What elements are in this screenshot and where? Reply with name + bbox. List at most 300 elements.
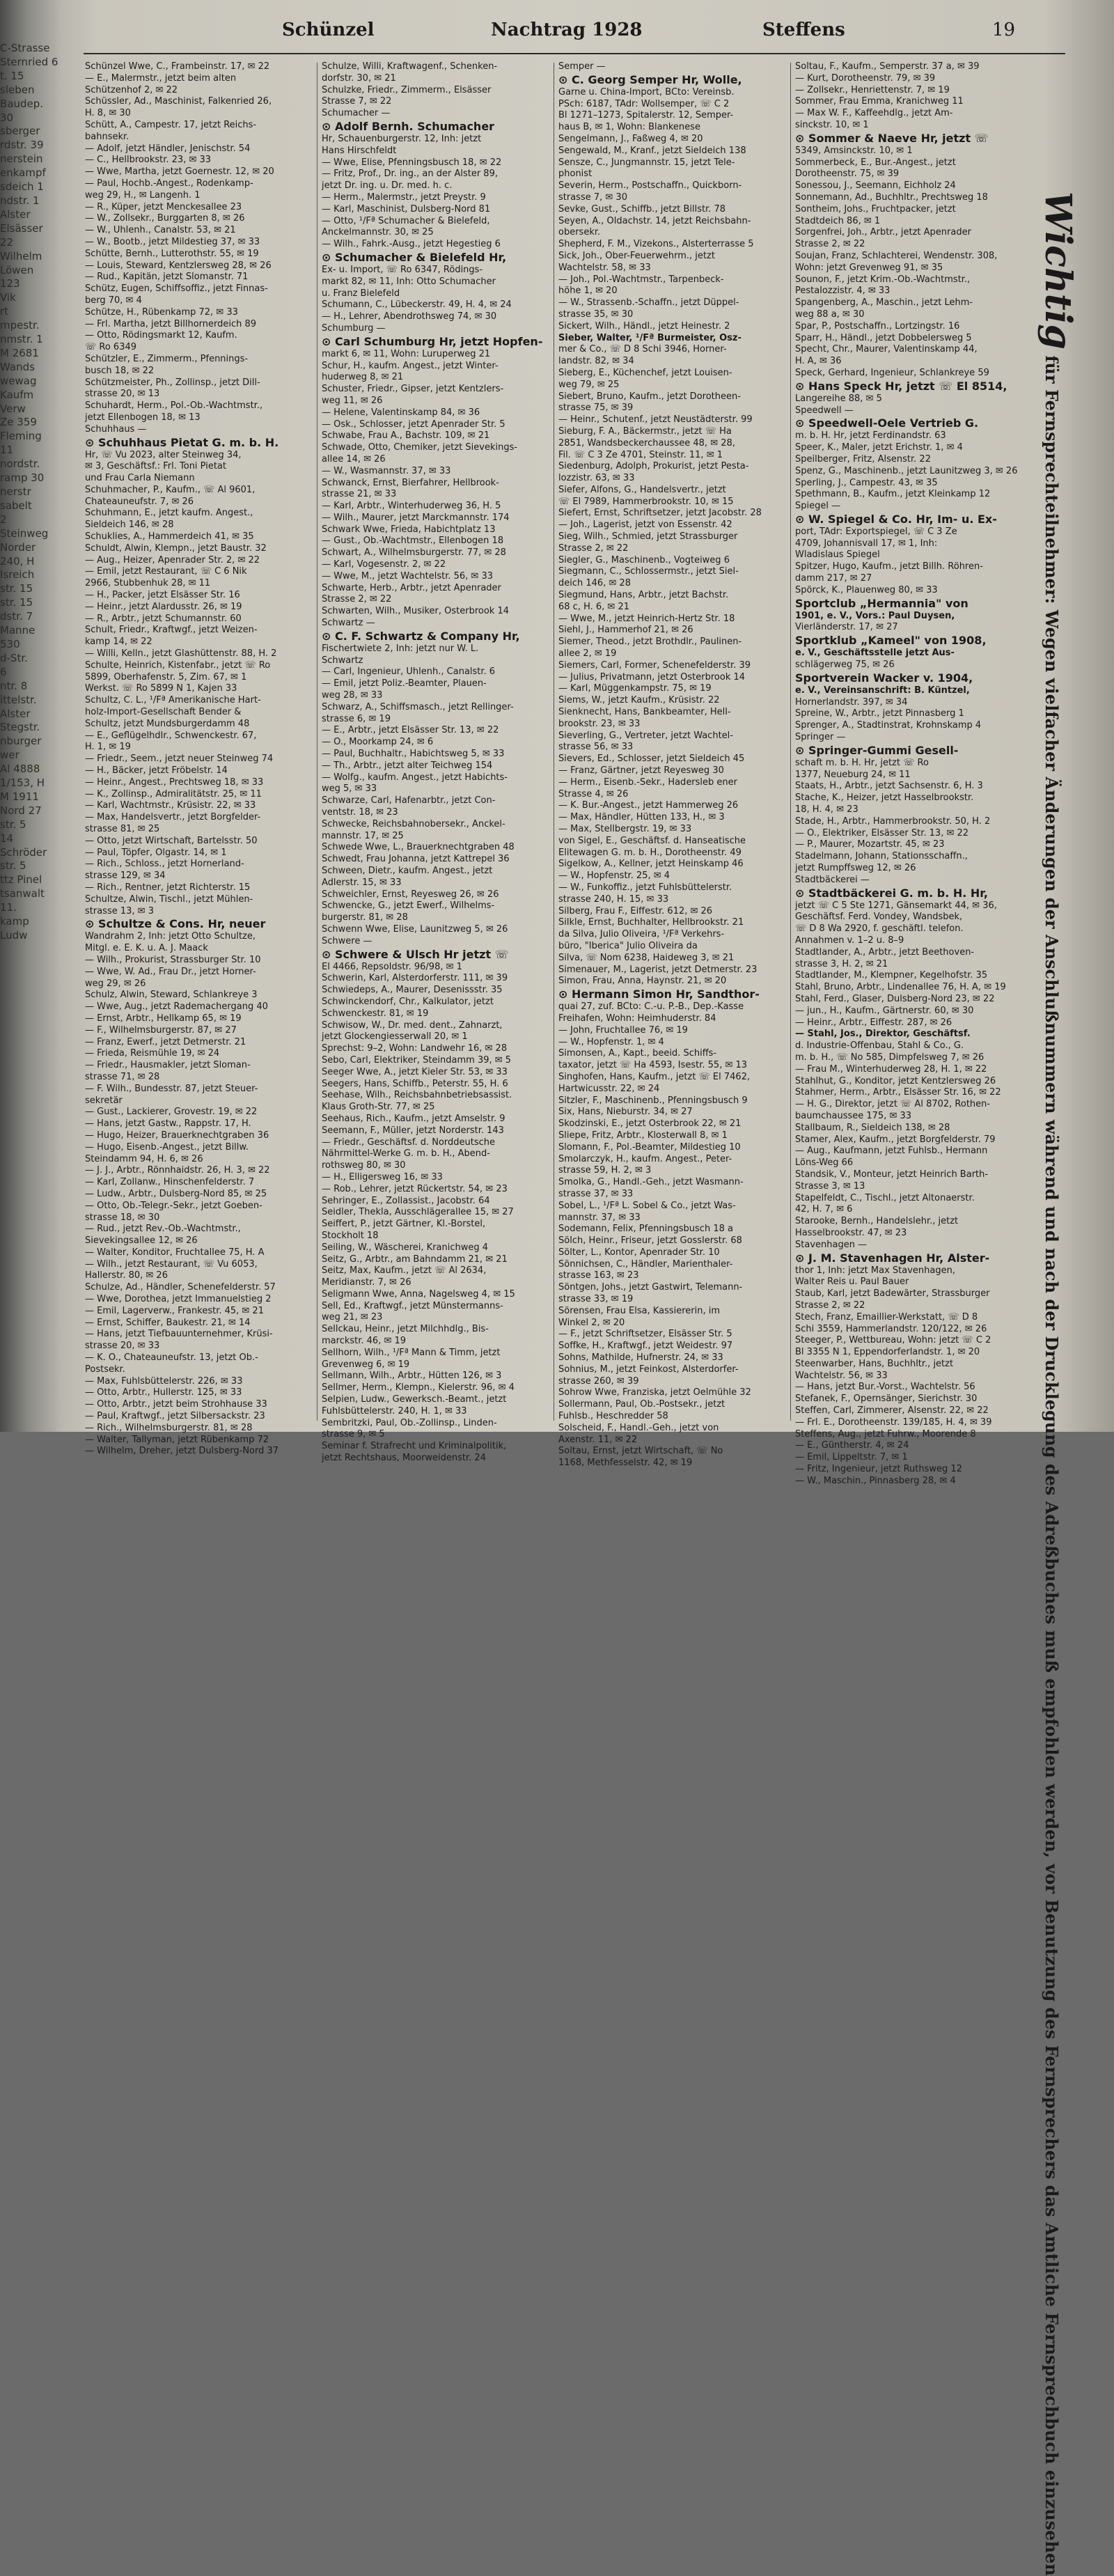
facing-page-fragment: d-Str. xyxy=(0,651,28,664)
directory-entry: strasse 18, ✉ 30 xyxy=(85,1212,160,1223)
directory-entry: Siemers, Carl, Former, Schenefelderstr. 39 xyxy=(558,659,751,671)
directory-entry: Schütte, Bernh., Lutterothstr. 55, ✉ 19 xyxy=(85,248,259,259)
directory-entry: — Otto, Rödingsmarkt 12, Kaufm. xyxy=(85,330,237,341)
directory-entry: H. 1, ✉ 19 xyxy=(85,742,131,753)
facing-page-fragment: wewag xyxy=(0,374,37,387)
directory-entry: Hasselbrookstr. 47, ✉ 23 xyxy=(795,1227,907,1238)
directory-entry: 4709, Johannisvall 17, ✉ 1, Inh: xyxy=(795,538,938,549)
directory-entry: 42, H. 7, ✉ 6 xyxy=(795,1204,853,1215)
directory-entry: Schwark Wwe, Frieda, Habichtplatz 13 xyxy=(322,524,496,535)
directory-entry: — Emil, jetzt Poliz.-Beamter, Plauen- xyxy=(322,678,487,689)
directory-entry: — W., Uhlenh., Canalstr. 53, ✉ 21 xyxy=(85,225,236,236)
directory-entry: Slomann, F., Pol.-Beamter, Mildestieg 10 xyxy=(558,1141,741,1153)
directory-entry: Schwarz, A., Schiffsmasch., jetzt Rellinger- xyxy=(322,701,514,712)
directory-entry: ☏ El 7989, Hammerbrookstr. 10, ✉ 15 xyxy=(558,496,734,507)
directory-entry: jetzt Dr. ing. u. Dr. med. h. c. xyxy=(322,180,453,192)
directory-entry: Schultze, Alwin, Tischl., jetzt Mühlen- xyxy=(85,893,253,905)
directory-entry: Schi 3559, Hammerlandstr. 120/122, ✉ 26 xyxy=(795,1323,987,1334)
directory-entry: ⊙ C. F. Schwartz & Company Hr, xyxy=(322,629,520,643)
directory-entry: — Wwe, Elise, Pfenningsbusch 18, ✉ 22 xyxy=(322,157,502,168)
directory-entry: d. Industrie-Offenbau, Stahl & Co., G. xyxy=(795,1040,964,1052)
directory-entry: — Emil, jetzt Restaurant, ☏ C 6 Nik xyxy=(85,566,247,577)
directory-entry: — W., Bootb., jetzt Mildestieg 37, ✉ 33 xyxy=(85,236,260,247)
directory-entry: — Julius, Privatmann, jetzt Osterbrook 14 xyxy=(558,671,746,682)
directory-entry: — Rob., Lehrer, jetzt Rückertstr. 54, ✉ 23 xyxy=(322,1183,508,1194)
directory-entry: Schwartz — xyxy=(322,618,375,629)
directory-entry: Singhofen, Hans, Kaufm., jetzt ☏ El 7462, xyxy=(558,1071,751,1082)
directory-entry: Siefert, Ernst, Schriftsetzer, jetzt Jacobstr. 28 xyxy=(558,508,762,519)
directory-entry: — W., Zollsekr., Burggarten 8, ✉ 26 xyxy=(85,213,245,224)
directory-entry: Starooke, Bernh., Handelslehr., jetzt xyxy=(795,1216,959,1227)
directory-entry: Silberg, Frau F., Eiffestr. 612, ✉ 26 xyxy=(558,905,713,916)
directory-entry: Stahl, Bruno, Arbtr., Lindenallee 76, H. A, ✉ 19 xyxy=(795,982,1006,993)
directory-entry: quai 27, zuf. BCto: C.-u. P.-B., Dep.-Kasse xyxy=(558,1001,744,1013)
facing-page-fragment: M 1911 xyxy=(0,790,39,803)
directory-entry: Schwisow, W., Dr. med. dent., Zahnarzt, xyxy=(322,1020,503,1031)
directory-entry: — Max, Stellbergstr. 19, ✉ 33 xyxy=(558,824,692,834)
directory-entry: Schwarte, Herb., Arbtr., jetzt Apenrader xyxy=(322,582,501,593)
directory-entry: Löns-Weg 66 xyxy=(795,1157,854,1169)
directory-entry: jetzt ☏ C 5 Ste 1271, Gänsemarkt 44, ✉ 36, xyxy=(795,900,997,911)
directory-entry: Schüssler, Ad., Maschinist, Falkenried 26, xyxy=(85,96,272,107)
directory-entry: — Otto, Arbtr., Hullerstr. 125, ✉ 33 xyxy=(85,1387,242,1398)
directory-entry: strasse 21, ✉ 33 xyxy=(322,489,397,500)
directory-entry: mannstr. 17, ✉ 25 xyxy=(322,830,404,841)
directory-entry: El 4466, Repsoldstr. 96/98, ✉ 1 xyxy=(322,961,462,972)
directory-entry: Strasse 2, ✉ 22 xyxy=(795,239,865,250)
facing-page-fragment: 2 xyxy=(0,513,7,526)
directory-entry: Stahmer, Herm., Arbtr., Elsässer Str. 16, ✉ 22 xyxy=(795,1087,1001,1098)
directory-entry: H. 8, ✉ 30 xyxy=(85,108,131,119)
directory-entry: — Karl, Maschinist, Dulsberg-Nord 81 xyxy=(322,203,491,214)
directory-entry: Sembritzki, Paul, Ob.-Zollinsp., Linden- xyxy=(322,1417,497,1428)
directory-entry: Sprenger, A., Stadtinstrat, Krohnskamp 4 xyxy=(795,720,982,731)
directory-entry: Sebo, Carl, Elektriker, Steindamm 39, ✉ 5 xyxy=(322,1054,512,1065)
directory-entry: baumchaussee 175, ✉ 33 xyxy=(795,1110,912,1121)
directory-entry: strasse 56, ✉ 33 xyxy=(558,742,634,753)
directory-entry: strasse 33, ✉ 19 xyxy=(558,1294,634,1305)
directory-entry: — Frl. Martha, jetzt Billhornerdeich 89 xyxy=(85,318,257,329)
directory-entry: strasse 129, ✉ 34 xyxy=(85,871,166,882)
directory-entry: Strasse 2, ✉ 22 xyxy=(795,1299,865,1311)
directory-entry: Werkst. ☏ Ro 5899 N 1, Kajen 33 xyxy=(85,683,237,694)
directory-entry: Stamer, Alex, Kaufm., jetzt Borgfelderstr. 79 xyxy=(795,1134,996,1145)
directory-entry: Schulze, Willi, Kraftwagenf., Schenken- xyxy=(322,61,498,72)
directory-entry: Schwecke, Reichsbahnobersekr., Anckel- xyxy=(322,818,505,829)
facing-page-fragment: str. 5 xyxy=(0,859,26,873)
directory-entry: — H. G., Direktor, jetzt ☏ Al 8702, Rothen- xyxy=(795,1099,991,1110)
directory-entry: — Wilh., jetzt Restaurant, ☏ Vu 6053, xyxy=(85,1258,258,1270)
directory-entry: — E., Malermstr., jetzt beim alten xyxy=(85,72,237,84)
directory-entry: — O., Elektriker, Elsässer Str. 13, ✉ 22 xyxy=(795,827,969,838)
directory-entry: Schwart, A., Wilhelmsburgerstr. 77, ✉ 28 xyxy=(322,547,506,559)
directory-entry: Walter Reis u. Paul Bauer xyxy=(795,1277,909,1288)
directory-entry: jetzt Glockengiesserwall 20, ✉ 1 xyxy=(322,1031,468,1043)
directory-entry: Sitzler, F., Maschinenb., Pfenningsbusch 9 xyxy=(558,1095,748,1106)
directory-entry: marckstr. 46, ✉ 19 xyxy=(322,1336,407,1347)
directory-entry: Sonessou, J., Seemann, Eichholz 24 xyxy=(795,180,956,192)
directory-entry: Schulze, Ad., Händler, Schenefelderstr. 57 xyxy=(85,1282,276,1293)
directory-entry: strasse 71, ✉ 28 xyxy=(85,1071,160,1082)
directory-entry: Speilberger, Fritz, Alsenstr. 22 xyxy=(795,453,931,465)
directory-entry: — Max, Händler, Hütten 133, H., ✉ 3 xyxy=(558,812,725,823)
directory-entry: — F., Wilhelmsburgerstr. 87, ✉ 27 xyxy=(85,1024,237,1036)
directory-entry: — Ernst, Schiffer, Baukestr. 21, ✉ 14 xyxy=(85,1317,251,1328)
directory-entry: weg 11, ✉ 26 xyxy=(322,395,383,406)
directory-entry: Garne u. China-Import, BCto: Vereinsb. xyxy=(558,86,735,97)
directory-entry: — H., Packer, jetzt Elsässer Str. 16 xyxy=(85,590,240,601)
directory-entry: ⊙ Schultze & Cons. Hr, neuer xyxy=(85,917,266,931)
facing-page-fragment: Schröder xyxy=(0,845,47,859)
directory-entry: Speedwell — xyxy=(795,405,854,416)
facing-page-fragment: mpestr. xyxy=(0,319,40,332)
directory-entry: Sorgenfrei, Joh., Arbtr., jetzt Apenrader xyxy=(795,227,971,238)
facing-page-fragment: Baudep. xyxy=(0,97,44,110)
directory-entry: — Joh., Lagerist, jetzt von Essenstr. 42 xyxy=(558,520,732,531)
directory-entry: Söntgen, Johs., jetzt Gastwirt, Telemann- xyxy=(558,1282,743,1293)
directory-entry: 2851, Wandsbeckerchaussee 48, ✉ 28, xyxy=(558,437,735,448)
facing-page-fragment: sleben xyxy=(0,83,35,96)
side-notice xyxy=(1037,192,1114,2576)
facing-page-fragment: nmstr. 1 xyxy=(0,333,43,346)
facing-page-fragment: nerstein xyxy=(0,153,43,166)
directory-entry: strasse 13, ✉ 3 xyxy=(85,905,154,916)
directory-entry: — Adolf, jetzt Händler, Jenischstr. 54 xyxy=(85,143,251,154)
directory-entry: Schween, Dietr., kaufm. Angest., jetzt xyxy=(322,866,493,876)
directory-entry: ⊙ Carl Schumburg Hr, jetzt Hopfen- xyxy=(322,334,543,348)
directory-entry: Sontheim, Johs., Fruchtpacker, jetzt xyxy=(795,203,956,214)
facing-page-fragment: nordstr. xyxy=(0,458,40,471)
directory-entry: Sportclub „Hermannia" von xyxy=(795,596,968,610)
directory-entry: Schwede Wwe, L., Brauerknechtgraben 48 xyxy=(322,842,515,853)
directory-entry: Pestalozzistr. 4, ✉ 33 xyxy=(795,286,891,297)
directory-entry: allee 2, ✉ 19 xyxy=(558,648,617,659)
directory-entry: Langereihe 88, ✉ 5 xyxy=(795,393,882,404)
directory-entry: Sohns, Mathilde, Hufnerstr. 24, ✉ 33 xyxy=(558,1352,723,1364)
directory-entry: — Franz, Ewerf., jetzt Detmerstr. 21 xyxy=(85,1036,246,1047)
directory-entry: — Helene, Valentinskamp 84, ✉ 36 xyxy=(322,407,480,418)
directory-entry: Seeger Wwe, A., jetzt Kieler Str. 53, ✉ 33 xyxy=(322,1066,508,1077)
directory-entry: Stadelmann, Johann, Stationsschaffn., xyxy=(795,851,968,862)
facing-page-fragment: rt xyxy=(0,305,9,318)
directory-entry: Wachtelstr. 56, ✉ 33 xyxy=(795,1370,888,1381)
facing-page-fragment: wer xyxy=(0,749,19,762)
directory-entry: Sellmann, Wilh., Arbtr., Hütten 126, ✉ 3 xyxy=(322,1371,502,1382)
directory-entry: ⊙ W. Spiegel & Co. Hr, Im- u. Ex- xyxy=(795,512,997,526)
directory-entry: Nährmittel-Werke G. m. b. H., Abend- xyxy=(322,1148,490,1160)
directory-entry: Speer, K., Maler, jetzt Erichstr. 1, ✉ 4 xyxy=(795,442,963,453)
directory-entry: — W., Hopfenstr. 25, ✉ 4 xyxy=(558,871,670,882)
directory-entry: 1377, Neueburg 24, ✉ 11 xyxy=(795,769,911,780)
directory-entry: Sehringer, E., Zollassist., Jacobstr. 64 xyxy=(322,1195,490,1206)
directory-entry: Siemer, Theod., jetzt Brothdlr., Paulinen- xyxy=(558,637,742,648)
directory-entry: — Otto, jetzt Wirtschaft, Bartelsstr. 50 xyxy=(85,835,258,846)
directory-entry: Meridianstr. 7, ✉ 26 xyxy=(322,1277,411,1288)
directory-entry: Spangenberg, A., Maschin., jetzt Lehm- xyxy=(795,297,973,309)
facing-page-fragment: 30 xyxy=(0,111,14,124)
directory-entry: Sliepe, Fritz, Arbtr., Klosterwall 8, ✉ 1 xyxy=(558,1130,728,1141)
directory-entry: Sell, Ed., Kraftwgf., jetzt Münstermanns- xyxy=(322,1300,503,1311)
directory-entry: Sohrow Wwe, Franziska, jetzt Oelmühle 32 xyxy=(558,1387,751,1398)
directory-entry: Schumacher — xyxy=(322,108,391,119)
facing-page-fragment: ittelstr. xyxy=(0,693,37,706)
directory-entry: Fuhlsbüttelerstr. 240, H. 1, ✉ 33 xyxy=(322,1405,467,1416)
directory-entry: huderweg 8, ✉ 21 xyxy=(322,372,404,383)
directory-entry: Schuhmann, E., jetzt kaufm. Angest., xyxy=(85,508,253,519)
directory-entry: sekretär xyxy=(85,1095,123,1106)
directory-entry: Solscheid, F., Handl.-Geh., jetzt von xyxy=(558,1422,719,1433)
directory-entry: — Wwe, Dorothea, jetzt Immanuelstieg 2 xyxy=(85,1294,272,1305)
directory-entry: port, TAdr: Exportspiegel, ☏ C 3 Ze xyxy=(795,526,957,537)
directory-entry: — Osk., Schlosser, jetzt Apenrader Str. 5 xyxy=(322,419,505,430)
directory-entry: weg 21, ✉ 23 xyxy=(322,1312,383,1323)
directory-entry: strasse 20, ✉ 13 xyxy=(85,389,160,400)
directory-entry: Dorotheenstr. 75, ✉ 39 xyxy=(795,169,900,180)
directory-entry: weg 79, ✉ 25 xyxy=(558,379,620,390)
facing-page-fragment: 530 xyxy=(0,637,20,650)
directory-entry: Simonsen, A., Kapt., beeid. Schiffs- xyxy=(558,1048,717,1059)
directory-entry: mannstr. 37, ✉ 33 xyxy=(558,1212,641,1223)
directory-entry: Smolka, G., Handl.-Geh., jetzt Wasmann- xyxy=(558,1177,744,1188)
directory-entry: — Herm., Eisenb.-Sekr., Hadersleb ener xyxy=(558,776,738,788)
directory-entry: Schumburg — xyxy=(322,322,386,334)
directory-entry: Stahlhut, G., Konditor, jetzt Kentzlersweg 26 xyxy=(795,1075,996,1086)
directory-entry: — Wwe, W. Ad., Frau Dr., jetzt Horner- xyxy=(85,966,256,977)
facing-page-fragment: 11 xyxy=(0,444,14,457)
directory-entry: Sölch, Heinr., Friseur, jetzt Gosslerstr. 68 xyxy=(558,1235,742,1247)
directory-entry: — H., Elligersweg 16, ✉ 33 xyxy=(322,1171,443,1182)
directory-entry: — Hugo, Eisenb.-Angest., jetzt Billw. xyxy=(85,1141,249,1153)
directory-entry: 5349, Amsinckstr. 10, ✉ 1 xyxy=(795,145,913,156)
directory-entry: Spitzer, Hugo, Kaufm., jetzt Billh. Röhren- xyxy=(795,561,983,572)
directory-entry: mer & Co., ☏ D 8 Schi 3946, Horner- xyxy=(558,344,727,355)
directory-entry: Schünzel Wwe, C., Frambeinstr. 17, ✉ 22 xyxy=(85,61,270,72)
directory-entry: Schütz, Eugen, Schiffsoffiz., jetzt Finnas- xyxy=(85,283,268,295)
directory-entry: Staub, Karl, jetzt Badewärter, Strassburger xyxy=(795,1288,990,1299)
directory-entry: Hans Hirschfeldt xyxy=(322,145,397,156)
directory-entry: rothsweg 80, ✉ 30 xyxy=(322,1160,406,1171)
directory-entry: Stadtbäckerei — xyxy=(795,874,870,885)
directory-entry: 1168, Methfesselstr. 42, ✉ 19 xyxy=(558,1458,693,1469)
directory-entry: — Wilh., Prokurist, Strassburger Str. 10 xyxy=(85,954,261,965)
directory-entry: ⊙ Speedwell-Oele Vertrieb G. xyxy=(795,416,979,430)
directory-entry: Seegers, Hans, Schiffb., Peterstr. 55, H. 6 xyxy=(322,1078,508,1089)
facing-page-fragment: ttz Pinel xyxy=(0,873,42,887)
directory-entry: Sönnichsen, C., Händler, Marienthaler- xyxy=(558,1258,733,1270)
directory-entry: Siegler, G., Maschinenb., Vogteiweg 6 xyxy=(558,554,730,565)
directory-entry: Sickert, Wilh., Händl., jetzt Heinestr. 2 xyxy=(558,320,730,331)
directory-entry: strasse 7, ✉ 30 xyxy=(558,192,627,203)
directory-entry: Geschäftsf. Ferd. Vondey, Wandsbek, xyxy=(795,912,963,923)
directory-entry: Schwinckendorf, Chr., Kalkulator, jetzt xyxy=(322,996,494,1007)
directory-entry: Sportverein Wacker v. 1904, xyxy=(795,671,973,685)
directory-entry: Axenstr. 11, ✉ 22 xyxy=(558,1434,638,1445)
directory-entry: Schwerin, Karl, Alsterdorferstr. 111, ✉ 39 xyxy=(322,973,508,984)
directory-entry: — K. Bur.-Angest., jetzt Hammerweg 26 xyxy=(558,800,739,811)
directory-entry: Strasse 2, ✉ 22 xyxy=(322,594,392,605)
directory-entry: Sieg, Wilh., Schmied, jetzt Strassburger xyxy=(558,531,738,542)
facing-page-fragment: rdstr. 39 xyxy=(0,139,44,152)
directory-entry: Sellmer, Herm., Klempn., Kielerstr. 96, ✉ 4 xyxy=(322,1382,515,1394)
directory-entry: Sick, Joh., Ober-Feuerwehrm., jetzt xyxy=(558,250,715,261)
page-number: 19 xyxy=(992,19,1016,40)
directory-entry: da Silva, Julio Oliveira, ¹/Fª Verkehrs- xyxy=(558,929,725,940)
directory-entry: Seemann, F., Müller, jetzt Norderstr. 143 xyxy=(322,1125,504,1136)
directory-entry: — Rich., Schloss., jetzt Hornerland- xyxy=(85,859,244,870)
directory-entry: — Gust., Ob.-Wachtmstr., Ellenbogen 18 xyxy=(322,536,504,547)
directory-entry: Schwarze, Carl, Hafenarbtr., jetzt Con- xyxy=(322,795,496,806)
directory-entry: — Friedr., Seem., jetzt neuer Steinweg 74 xyxy=(85,754,274,765)
facing-page-fragment: Stegstr. xyxy=(0,721,40,734)
facing-page-fragment: enkampf xyxy=(0,166,46,180)
facing-page-fragment: 14 xyxy=(0,832,14,845)
directory-entry: Simon, Frau, Anna, Haynstr. 21, ✉ 20 xyxy=(558,976,727,987)
directory-entry: — Louis, Steward, Kentzlersweg 28, ✉ 26 xyxy=(85,260,272,271)
directory-entry: Fuhlsb., Heschredder 58 xyxy=(558,1411,668,1422)
directory-entry: jetzt Rechtshaus, Moorweidenstr. 24 xyxy=(322,1453,486,1464)
header-rule xyxy=(84,53,1065,54)
directory-entry: — Zollsekr., Henriettenstr. 7, ✉ 19 xyxy=(795,84,950,95)
facing-page-fragment: ndstr. 1 xyxy=(0,194,40,207)
directory-entry: Schwenn Wwe, Elise, Launitzweg 5, ✉ 26 xyxy=(322,923,508,935)
directory-entry: — H., Bäcker, jetzt Fröbelstr. 14 xyxy=(85,765,228,776)
directory-entry: — Fritz, Prof., Dr. ing., an der Alster 89, xyxy=(322,169,498,180)
directory-entry: — Frau M., Winterhuderweg 28, H. 1, ✉ 22 xyxy=(795,1063,987,1075)
directory-entry: — W., Maschin., Pinnasberg 28, ✉ 4 xyxy=(795,1475,956,1486)
side-notice-heading: Wichtig xyxy=(1037,192,1079,350)
directory-entry: Hornerlandstr. 397, ✉ 34 xyxy=(795,696,908,708)
directory-entry: — Wwe, M., jetzt Heinrich-Hertz Str. 18 xyxy=(558,613,735,624)
directory-entry: Sengelmann, J., Faßweg 4, ✉ 20 xyxy=(558,133,703,144)
directory-entry: brookstr. 23, ✉ 33 xyxy=(558,718,641,729)
directory-entry: Strasse 3, ✉ 13 xyxy=(795,1180,865,1192)
directory-entry: — Aug., Kaufmann, jetzt Fuhlsb., Hermann xyxy=(795,1146,988,1157)
directory-entry: phonist xyxy=(558,169,593,180)
directory-entry: — Hugo, Heizer, Brauerknechtgraben 36 xyxy=(85,1130,269,1141)
directory-entry: Vierländerstr. 17, ✉ 27 xyxy=(795,622,898,633)
directory-entry: Schwenckestr. 81, ✉ 19 xyxy=(322,1008,429,1019)
directory-entry: Silva, ☏ Nom 6238, Haideweg 3, ✉ 21 xyxy=(558,952,735,963)
directory-entry: — P., Maurer, Mozartstr. 45, ✉ 23 xyxy=(795,839,945,850)
directory-entry: Seidler, Thekla, Ausschlägerallee 15, ✉ 27 xyxy=(322,1207,514,1218)
directory-entry: — Heinr., Arbtr., Eiffestr. 287, ✉ 26 xyxy=(795,1017,952,1028)
directory-entry: — Max, Handelsvertr., jetzt Borgfelder- xyxy=(85,812,261,823)
directory-entry: Sieburg, F. A., Bäckermstr., jetzt ☏ Ha xyxy=(558,426,732,437)
directory-entry: Simenauer, M., Lagerist, jetzt Detmerstr. 23 xyxy=(558,964,758,975)
directory-entry: 18, H. 4, ✉ 23 xyxy=(795,804,858,815)
directory-entry: e. V., Vereinsanschrift: B. Küntzel, xyxy=(795,685,970,696)
directory-entry: Schur, H., kaufm. Angest., jetzt Winter- xyxy=(322,360,499,371)
directory-entry: Hallerstr. 80, ✉ 26 xyxy=(85,1270,168,1281)
directory-entry: Spreine, W., Arbtr., jetzt Pinnasberg 1 xyxy=(795,708,964,719)
directory-entry: Siems, W., jetzt Kaufm., Krüsistr. 22 xyxy=(558,695,720,706)
directory-entry: strasse 35, ✉ 30 xyxy=(558,309,634,320)
directory-entry: Sohnius, M., jetzt Feinkost, Alsterdorfer- xyxy=(558,1364,739,1375)
directory-entry: — F., jetzt Schriftsetzer, Elsässer Str. 5 xyxy=(558,1329,732,1340)
directory-entry: — Fritz, Ingenieur, jetzt Ruthsweg 12 xyxy=(795,1464,962,1475)
directory-entry: strasse 75, ✉ 39 xyxy=(558,403,634,414)
directory-entry: — Rich., Rentner, jetzt Richterstr. 15 xyxy=(85,882,251,893)
directory-entry: Grevenweg 6, ✉ 19 xyxy=(322,1359,410,1370)
directory-entry: strasse 81, ✉ 25 xyxy=(85,824,160,834)
directory-entry: — E., Arbtr., jetzt Elsässer Str. 13, ✉ 22 xyxy=(322,725,499,736)
directory-entry: — R., Arbtr., jetzt Schumannstr. 60 xyxy=(85,613,242,624)
facing-page-fragment: nerstr xyxy=(0,485,31,498)
directory-entry: markt 6, ✉ 11, Wohn: Luruperweg 21 xyxy=(322,348,491,359)
directory-entry: Schultz, C. L., ¹/Fª Amerikanische Hart- xyxy=(85,695,261,706)
directory-entry: e. V., Geschäftsstelle jetzt Aus- xyxy=(795,648,955,659)
directory-entry: ⊙ Schuhhaus Pietat G. m. b. H. xyxy=(85,435,279,449)
directory-entry: — Friedr., Geschäftsf. d. Norddeutsche xyxy=(322,1137,496,1148)
facing-page-fragment: Ludw xyxy=(0,929,28,942)
column-1 xyxy=(85,61,308,1457)
directory-entry: Skodzinski, E., jetzt Osterbrook 22, ✉ 21 xyxy=(558,1118,742,1130)
directory-entry: Schuster, Friedr., Gipser, jetzt Kentzlers- xyxy=(322,384,504,395)
directory-entry: Sommerbeck, E., Bur.-Angest., jetzt xyxy=(795,157,956,168)
directory-entry: Steffen, Carl, Zimmerer, Alsenstr. 22, ✉ 22 xyxy=(795,1405,989,1416)
directory-entry: Siebert, Bruno, Kaufm., jetzt Dorotheen- xyxy=(558,391,741,402)
directory-entry: Annahmen v. 1–2 u. 8–9 xyxy=(795,935,904,946)
directory-entry: Schwiedeps, A., Maurer, Desenissstr. 35 xyxy=(322,985,503,996)
directory-entry: Seehase, Wilh., Reichsbahnbetriebsassist. xyxy=(322,1090,512,1101)
directory-entry: Sparr, H., Händl., jetzt Dobbelersweg 5 xyxy=(795,332,972,343)
directory-entry: — Emil, Lippeltstr. 7, ✉ 1 xyxy=(795,1452,908,1463)
directory-entry: — Max W. F., Kaffeehdlg., jetzt Am- xyxy=(795,108,953,119)
directory-entry: — Wilh., Maurer, jetzt Marckmannstr. 174 xyxy=(322,512,510,523)
directory-entry: Stapelfeldt, C., Tischl., jetzt Altonaerstr. xyxy=(795,1192,975,1203)
directory-entry: Schütze, H., Rübenkamp 72, ✉ 33 xyxy=(85,306,238,318)
directory-entry: Stockholt 18 xyxy=(322,1230,379,1241)
directory-entry: — H., Lehrer, Abendrothsweg 74, ✉ 30 xyxy=(322,311,497,322)
directory-entry: — Rud., jetzt Rev.-Ob.-Wachtmstr., xyxy=(85,1224,241,1235)
directory-entry: strasse 163, ✉ 23 xyxy=(558,1270,639,1281)
directory-entry: — Wwe, Aug., jetzt Rademachergang 40 xyxy=(85,1001,268,1013)
facing-page-fragment: str. 5 xyxy=(0,818,26,831)
directory-entry: — W., Strassenb.-Schaffn., jetzt Düppel- xyxy=(558,297,739,309)
facing-page-fragment: Alster xyxy=(0,707,31,720)
directory-entry: weg 29, ✉ 26 xyxy=(85,978,146,989)
directory-entry: Schuhardt, Herm., Pol.-Ob.-Wachtmstr., xyxy=(85,400,263,412)
facing-page-fragment: 1/153, H xyxy=(0,776,45,790)
directory-entry: — Kurt, Dorotheenstr. 79, ✉ 39 xyxy=(795,72,936,84)
directory-entry: — Friedr., Hausmakler, jetzt Sloman- xyxy=(85,1060,251,1071)
directory-entry: landstr. 82, ✉ 34 xyxy=(558,356,634,367)
facing-page-fragment: sabelt xyxy=(0,499,32,512)
directory-entry: ⊙ Hans Speck Hr, jetzt ☏ El 8514, xyxy=(795,379,1007,393)
directory-entry: Specht, Chr., Maurer, Valentinskamp 44, xyxy=(795,344,978,355)
directory-entry: strasse 9, ✉ 5 xyxy=(322,1429,385,1440)
directory-entry: — Heinr., Angest., Prechtsweg 18, ✉ 33 xyxy=(85,776,264,788)
directory-entry: Stefanek, F., Opernsänger, Sierichstr. 30 xyxy=(795,1394,978,1405)
facing-page-fragment: kamp xyxy=(0,915,29,928)
directory-entry: — C., Hellbrookstr. 23, ✉ 33 xyxy=(85,155,212,166)
directory-entry: — Wilh., Fahrk.-Ausg., jetzt Hegestieg 6 xyxy=(322,239,501,250)
directory-entry: Schwedt, Frau Johanna, jetzt Kattrepel 36 xyxy=(322,854,510,865)
directory-entry: Hr, ☏ Vu 2023, alter Steinweg 34, xyxy=(85,449,242,460)
directory-entry: Sieberg, E., Küchenchef, jetzt Louisen- xyxy=(558,367,732,378)
facing-page-fragment: 11. xyxy=(0,901,17,914)
directory-entry: Sigelkow, A., Kellner, jetzt Heinskamp 46 xyxy=(558,859,744,870)
directory-entry: — Franz, Gärtner, jetzt Reyesweg 30 xyxy=(558,765,724,776)
directory-entry: 68 c, H. 6, ✉ 21 xyxy=(558,601,630,612)
directory-entry: Schulzke, Friedr., Zimmerm., Elsässer xyxy=(322,84,492,95)
directory-entry: — W., Funkoffiz., jetzt Fuhlsbüttelerstr. xyxy=(558,882,732,893)
directory-entry: Seitz, G., Arbtr., am Bahndamm 21, ✉ 21 xyxy=(322,1254,508,1265)
directory-entry: — Frl. E., Dorotheenstr. 139/185, H. 4, ✉ 39 xyxy=(795,1416,992,1428)
directory-entry: ⊙ Springer-Gummi Gesell- xyxy=(795,743,959,757)
directory-entry: Schütt, A., Campestr. 17, jetzt Reichs- xyxy=(85,119,257,130)
directory-entry: weg 29, H., ✉ Langenh. 1 xyxy=(85,189,201,201)
